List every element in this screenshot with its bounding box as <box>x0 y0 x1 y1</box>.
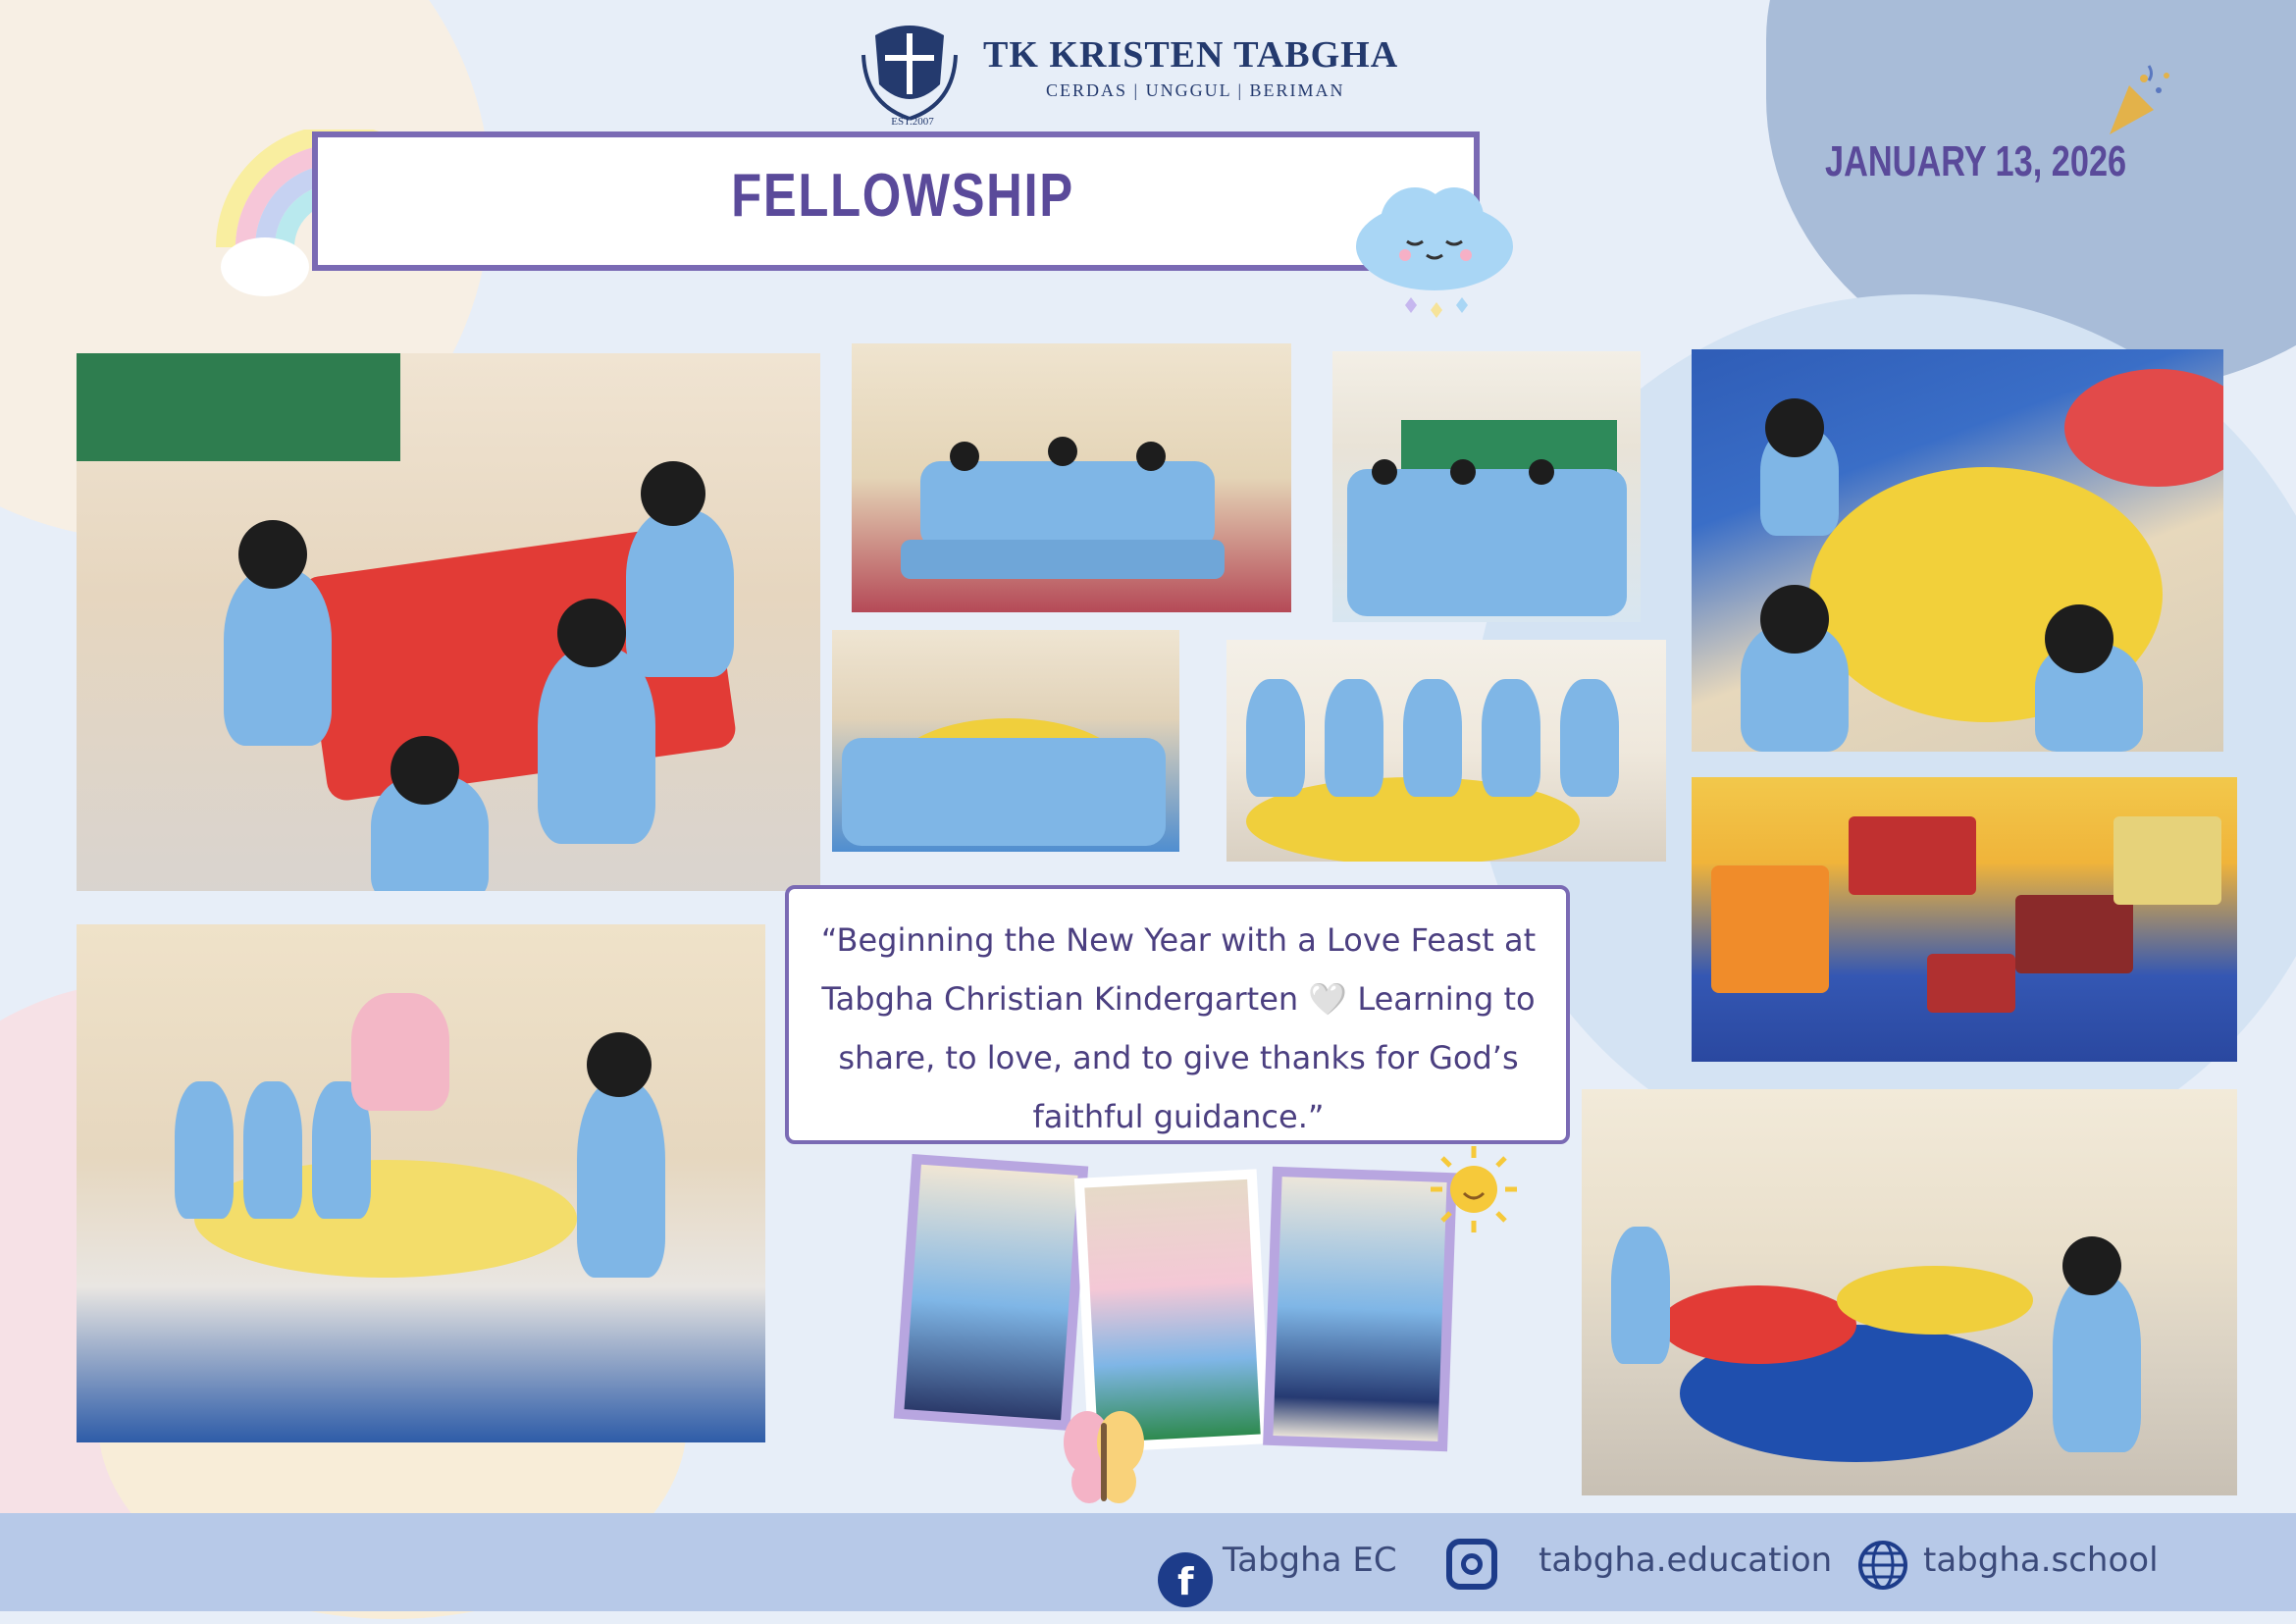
photo-group-floor <box>852 343 1291 612</box>
school-logo <box>856 16 964 126</box>
photo-kids-at-colorful-tables <box>832 630 1179 852</box>
polaroid-1 <box>894 1154 1088 1431</box>
photo-classroom-red-table <box>77 353 820 891</box>
facebook-label[interactable]: Tabgha EC <box>1223 1541 1397 1580</box>
logo-est: EST.2007 <box>891 116 934 128</box>
butterfly-icon <box>1060 1403 1148 1511</box>
school-tagline: CERDAS | UNGGUL | BERIMAN <box>1046 80 1345 100</box>
party-popper-icon <box>2100 61 2178 139</box>
cloud-icon <box>1346 173 1523 320</box>
quote-box <box>785 885 1570 1144</box>
banner-title: FELLOWSHIP <box>731 162 1074 230</box>
website-label[interactable]: tabgha.school <box>1923 1541 2159 1580</box>
photo-kids-yellow-round-table <box>77 924 765 1442</box>
photo-round-yellow-table <box>1692 349 2223 752</box>
school-name: TK KRISTEN TABGHA <box>983 34 1399 76</box>
photo-classroom-blue-table <box>1582 1089 2237 1495</box>
sun-icon <box>1425 1140 1523 1238</box>
event-date: JANUARY 13, 2026 <box>1825 137 2127 185</box>
quote-text: “Beginning the New Year with a Love Feast at Tabgha Christian Kindergarten 🤍 Learning to share, to love, and to give thanks for God’s faithful guidance.” <box>820 921 1537 1135</box>
instagram-icon[interactable] <box>1446 1539 1497 1590</box>
photo-group-standing <box>1332 351 1641 622</box>
instagram-label[interactable]: tabgha.education <box>1539 1541 1833 1580</box>
photo-snacks-closeup <box>1692 777 2237 1062</box>
facebook-icon[interactable]: f <box>1158 1552 1213 1607</box>
globe-icon[interactable] <box>1856 1539 1909 1592</box>
polaroid-3-photo <box>1273 1177 1446 1441</box>
polaroid-1-photo <box>904 1165 1077 1421</box>
photo-standing-curved-table <box>1226 640 1666 862</box>
